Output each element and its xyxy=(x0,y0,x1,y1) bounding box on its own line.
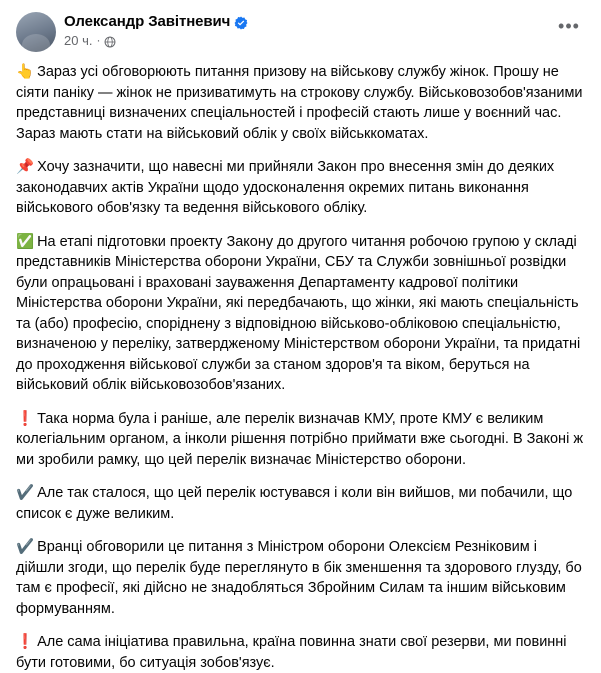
pushpin-emoji-icon: 📌 xyxy=(16,159,35,175)
author-name-line xyxy=(64,13,545,31)
meta-separator: · xyxy=(96,33,101,47)
paragraph-text: Хочу зазначити, що навесні ми прийняли Закон про внесення змін до деяких законодавчих актів України щодо удосконалення окремих питань виконання військового обов'язку та ведення військового обліку. xyxy=(16,159,555,216)
exclamation-emoji-icon: ❗ xyxy=(16,634,35,650)
post-paragraph xyxy=(16,232,585,396)
post-header xyxy=(16,12,585,56)
paragraph-text: Зараз усі обговорюють питання призову на військову службу жінок. Прошу не сіяти паніку — жінок не призиватимуть на строкову службу. Військовозобов'язаними представниці визначених спеціальностей і професій стають лише у воєнний час. Зараз мають стати на військовий облік у своїх військкоматах. xyxy=(16,64,583,142)
author-name[interactable]: Олександр Завітневич xyxy=(64,13,231,30)
post-meta xyxy=(64,33,545,48)
paragraph-text: Але сама ініціатива правильна, країна повинна знати свої резерви, ми повинні бути готовими, бо ситуація зобов'язує. xyxy=(16,634,567,671)
post-timestamp[interactable]: 20 ч. xyxy=(64,33,93,48)
post-paragraph xyxy=(16,483,585,524)
post-paragraph xyxy=(16,632,585,673)
check-mark-box-emoji-icon: ✅ xyxy=(16,233,35,250)
post-paragraph xyxy=(16,62,585,144)
post-author-block xyxy=(64,12,545,48)
check-mark-emoji-icon: ✔️ xyxy=(16,539,35,555)
post-body xyxy=(16,62,585,673)
exclamation-emoji-icon: ❗ xyxy=(16,410,35,427)
check-mark-emoji-icon: ✔️ xyxy=(16,485,35,501)
verified-badge-icon xyxy=(234,16,248,30)
paragraph-text: На етапі підготовки проекту Закону до другого читання робочою групою у складі представників Міністерства оборони України, СБУ та Служби зовнішньої розвідки були опрацьовані і враховані зауваження Департаменту кадрової політики Міністерства оборони України, які передбачають, що жінки, які мають спеціальність та (або) професію, споріднену з відповідною військово-обліковою спеціальністю, визначеною у переліку, затвердженому Міністерством оборони України, та придатні до проходження військової служби за станом здоров'я та віком, беруться на військовий облік військовозобов'язаних. xyxy=(16,233,581,393)
post-paragraph xyxy=(16,409,585,471)
post-paragraph xyxy=(16,537,585,619)
paragraph-text: Така норма була і раніше, але перелік визначав КМУ, проте КМУ є великим колегіальним органом, а інколи рішення потрібно приймати вже сьогодні. В Законі ж ми зробили рамку, що цей перелік визначає Міністерство оборони. xyxy=(16,410,584,468)
pointer-up-emoji-icon: 👆 xyxy=(16,64,35,80)
paragraph-text: Вранці обговорили це питання з Міністром оборони Олексієм Резніковим і дійшли згоди, що перелік буде переглянуто в бік зменшення та здорового глузду, бо там є професії, які дійсно не знадобляться Збройним Силам та іншим військовим формуванням. xyxy=(16,539,582,617)
paragraph-text: Але так сталося, що цей перелік юстувався і коли він вийшов, ми побачили, що список є дуже великим. xyxy=(16,485,573,522)
globe-icon[interactable] xyxy=(104,36,116,48)
post-paragraph xyxy=(16,157,585,219)
post-more-options-button[interactable]: ••• xyxy=(558,15,580,36)
avatar[interactable] xyxy=(16,12,56,52)
